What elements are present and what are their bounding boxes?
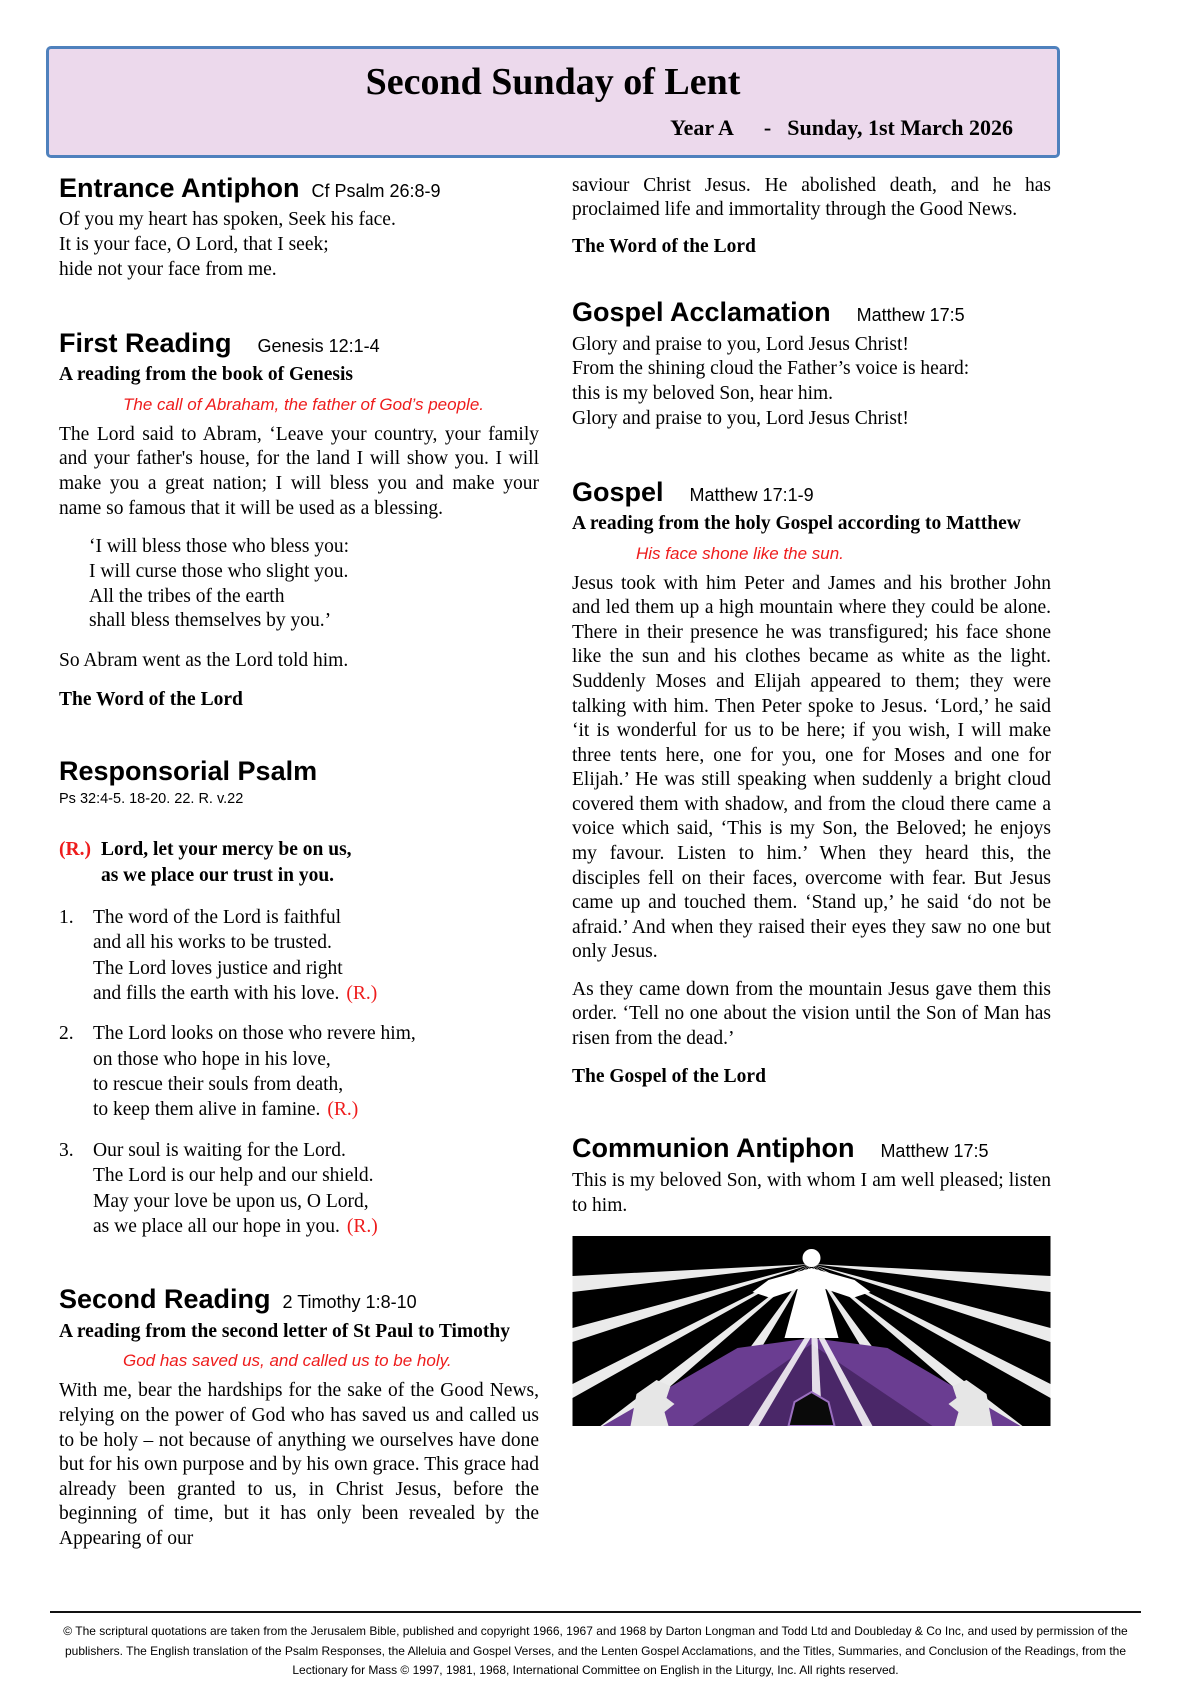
two-column-layout (59, 174, 1051, 1592)
verse-line: The Lord looks on those who revere him, (93, 1023, 416, 1045)
scripture-ref: Genesis 12:1-4 (257, 335, 380, 356)
verse-line: and all his works to be trusted. (93, 932, 332, 954)
reading-body: The Lord said to Abram, ‘Leave your country, your family and your father's house, for the land I will show you. I will make you a great nation; I will bless you and make your name so famous that it will be used as a blessing. (59, 423, 539, 519)
heading-label: Responsorial Psalm (59, 755, 318, 786)
scripture-ref: Cf Psalm 26:8-9 (311, 180, 441, 201)
response-marker: (R.) (59, 839, 91, 861)
section-second-reading (59, 1285, 539, 1551)
gospel-heading (572, 478, 1051, 508)
heading-label: Entrance Antiphon (59, 172, 300, 203)
transfiguration-image (572, 1236, 1051, 1426)
antiphon-line: hide not your face from me. (59, 258, 277, 280)
response-text (101, 837, 352, 888)
verse-line: Our soul is waiting for the Lord. (93, 1139, 346, 1161)
verse-line (93, 1097, 416, 1122)
reading-body: As they came down from the mountain Jesus gave them this order. ‘Tell no one about the vision until the Son of Man has risen from the dead.’ (572, 978, 1051, 1049)
date-line (93, 115, 1013, 141)
response-marker: (R.) (346, 983, 378, 1005)
verse-lines (93, 1021, 416, 1122)
verse-line: The Lord is our help and our shield. (93, 1165, 374, 1187)
psalm-response (59, 837, 539, 888)
section-gospel-acclamation (572, 298, 1051, 432)
date-separator: - (763, 114, 772, 140)
acclamation-line: this is my beloved Son, hear him. (572, 383, 834, 404)
reading-conclusion: The Gospel of the Lord (572, 1066, 766, 1088)
verse-number: 1. (59, 907, 74, 929)
antiphon-line: It is your face, O Lord, that I seek; (59, 234, 329, 256)
verse-line: I will curse those who slight you. (89, 560, 349, 582)
scripture-ref: Matthew 17:5 (856, 304, 965, 325)
copyright-footer (50, 1611, 1141, 1680)
antiphon-line: Of you my heart has spoken, Seek his face. (59, 209, 396, 231)
verse-number: 3. (59, 1139, 74, 1161)
verse-lines (93, 1138, 378, 1239)
reading-body: With me, bear the hardships for the sake of the Good News, relying on the power of God who has saved us and called us to be holy – not because of anything we ourselves have done but for his own purpose and by his own grace. This grace had already been granted to us, in Christ Jesus, before the beginning of time, but it has only been revealed by the Appearing of our (59, 1380, 539, 1549)
verse-line-text: and fills the earth with his love. (93, 983, 340, 1005)
verse-line: shall bless themselves by you.’ (89, 610, 332, 632)
verse-line (93, 981, 377, 1006)
reading-summary: God has saved us, and called us to be holy. (123, 1351, 452, 1371)
copyright-text: © The scriptural quotations are taken from the Jerusalem Bible, published and copyright 1966, 1967 and 1968 by Darton Longman and Todd Ltd and Doubleday & Co Inc, and used by permission of the publishers. The English translation of the Psalm Responses, the Alleluia and Gospel Verses, and the Lenten Gospel Acclamations, and the Titles, Summaries, and Conclusion of the Readings, from the Lectionary for Mass © 1997, 1981, 1968, International Committee on English in the Liturgy, Inc. All rights reserved. (63, 1624, 1128, 1677)
acclamation-line: Glory and praise to you, Lord Jesus Christ! (572, 333, 909, 355)
section-communion-antiphon (572, 1134, 1051, 1426)
scripture-ref: Matthew 17:1-9 (689, 484, 814, 505)
verse-number: 2. (59, 1023, 74, 1045)
responsorial-psalm-heading (59, 757, 539, 787)
verse-line: to rescue their souls from death, (93, 1074, 344, 1096)
verse-line: All the tribes of the earth (89, 585, 285, 607)
communion-antiphon-heading (572, 1134, 1051, 1164)
section-gospel (572, 478, 1051, 1089)
psalm-verse (59, 1021, 539, 1122)
reading-body: So Abram went as the Lord told him. (59, 650, 349, 672)
reading-body: saviour Christ Jesus. He abolished death, and he has proclaimed life and immortality through the Good News. (572, 174, 1051, 221)
heading-label: Second Reading (59, 1284, 271, 1315)
heading-label: Gospel (572, 476, 664, 507)
reading-summary: The call of Abraham, the father of God’s people. (123, 394, 484, 414)
reading-conclusion: The Word of the Lord (59, 688, 243, 710)
gospel-acclamation-heading (572, 298, 1051, 328)
section-second-reading-continued (572, 174, 1051, 258)
antiphon-text: This is my beloved Son, with whom I am well pleased; listen to him. (572, 1170, 1051, 1216)
verse-line-text: to keep them alive in famine. (93, 1099, 321, 1121)
verse-line: ‘I will bless those who bless you: (89, 536, 349, 558)
header-box (46, 46, 1060, 158)
scripture-ref: Matthew 17:5 (880, 1141, 989, 1162)
section-entrance-antiphon (59, 174, 539, 283)
first-reading-heading (59, 329, 539, 359)
page-title: Second Sunday of Lent (365, 61, 741, 103)
scripture-ref: 2 Timothy 1:8-10 (282, 1292, 417, 1313)
verse-line: May your love be upon us, O Lord, (93, 1190, 369, 1212)
second-reading-heading (59, 1285, 539, 1315)
verse-block (89, 535, 539, 634)
reading-source: A reading from the holy Gospel according to Matthew (572, 513, 1021, 535)
section-responsorial-psalm (59, 757, 539, 1240)
verse-lines (93, 905, 377, 1006)
left-column (59, 174, 539, 1592)
heading-label: First Reading (59, 327, 232, 358)
reading-summary: His face shone like the sun. (636, 543, 844, 563)
verse-line: on those who hope in his love, (93, 1048, 331, 1070)
verse-line: The word of the Lord is faithful (93, 907, 342, 929)
psalm-reference: Ps 32:4-5. 18-20. 22. R. v.22 (59, 791, 244, 808)
reading-body: Jesus took with him Peter and James and his brother John and led them up a high mountain where they could be alone. There in their presence he was transfigured; his face shone like the sun and his clothes became as white as the light. Suddenly Moses and Elijah appeared to them; they were talking with him. Then Peter spoke to Jesus. ‘Lord,’ he said ‘it is wonderful for us to be here; if you wish, I will make three tents here, one for you, one for Moses and one for Elijah.’ He was still speaking when suddenly a bright cloud covered them with shadow, and from the cloud there came a voice which said, ‘This is my Son, the Beloved; he enjoys my favour. Listen to him.’ When they heard this, the disciples fell on their faces, overcome with fear. But Jesus came up and touched them. ‘Stand up,’ he said ‘do not be afraid.’ And when they raised their eyes they saw no one but only Jesus. (572, 572, 1051, 963)
reading-conclusion: The Word of the Lord (572, 235, 756, 257)
response-line: as we place our trust in you. (100, 864, 335, 886)
acclamation-line: Glory and praise to you, Lord Jesus Christ! (572, 407, 909, 429)
year-label: Year A (670, 114, 734, 140)
right-column (572, 174, 1051, 1467)
heading-label: Communion Antiphon (572, 1133, 855, 1164)
reading-source: A reading from the book of Genesis (59, 364, 353, 386)
response-marker: (R.) (346, 1215, 378, 1237)
date-label: Sunday, 1st March 2026 (787, 114, 1013, 140)
acclamation-line: From the shining cloud the Father’s voice is heard: (572, 358, 970, 380)
heading-label: Gospel Acclamation (572, 296, 831, 327)
psalm-verse (59, 905, 539, 1006)
section-first-reading (59, 329, 539, 711)
response-line: Lord, let your mercy be on us, (100, 839, 352, 861)
psalm-verse (59, 1138, 539, 1239)
verse-line (93, 1214, 378, 1239)
verse-line: The Lord loves justice and right (93, 957, 343, 979)
verse-line-text: as we place all our hope in you. (93, 1215, 340, 1237)
entrance-antiphon-heading (59, 174, 539, 204)
response-marker: (R.) (327, 1099, 359, 1121)
reading-source: A reading from the second letter of St Paul to Timothy (59, 1320, 511, 1342)
